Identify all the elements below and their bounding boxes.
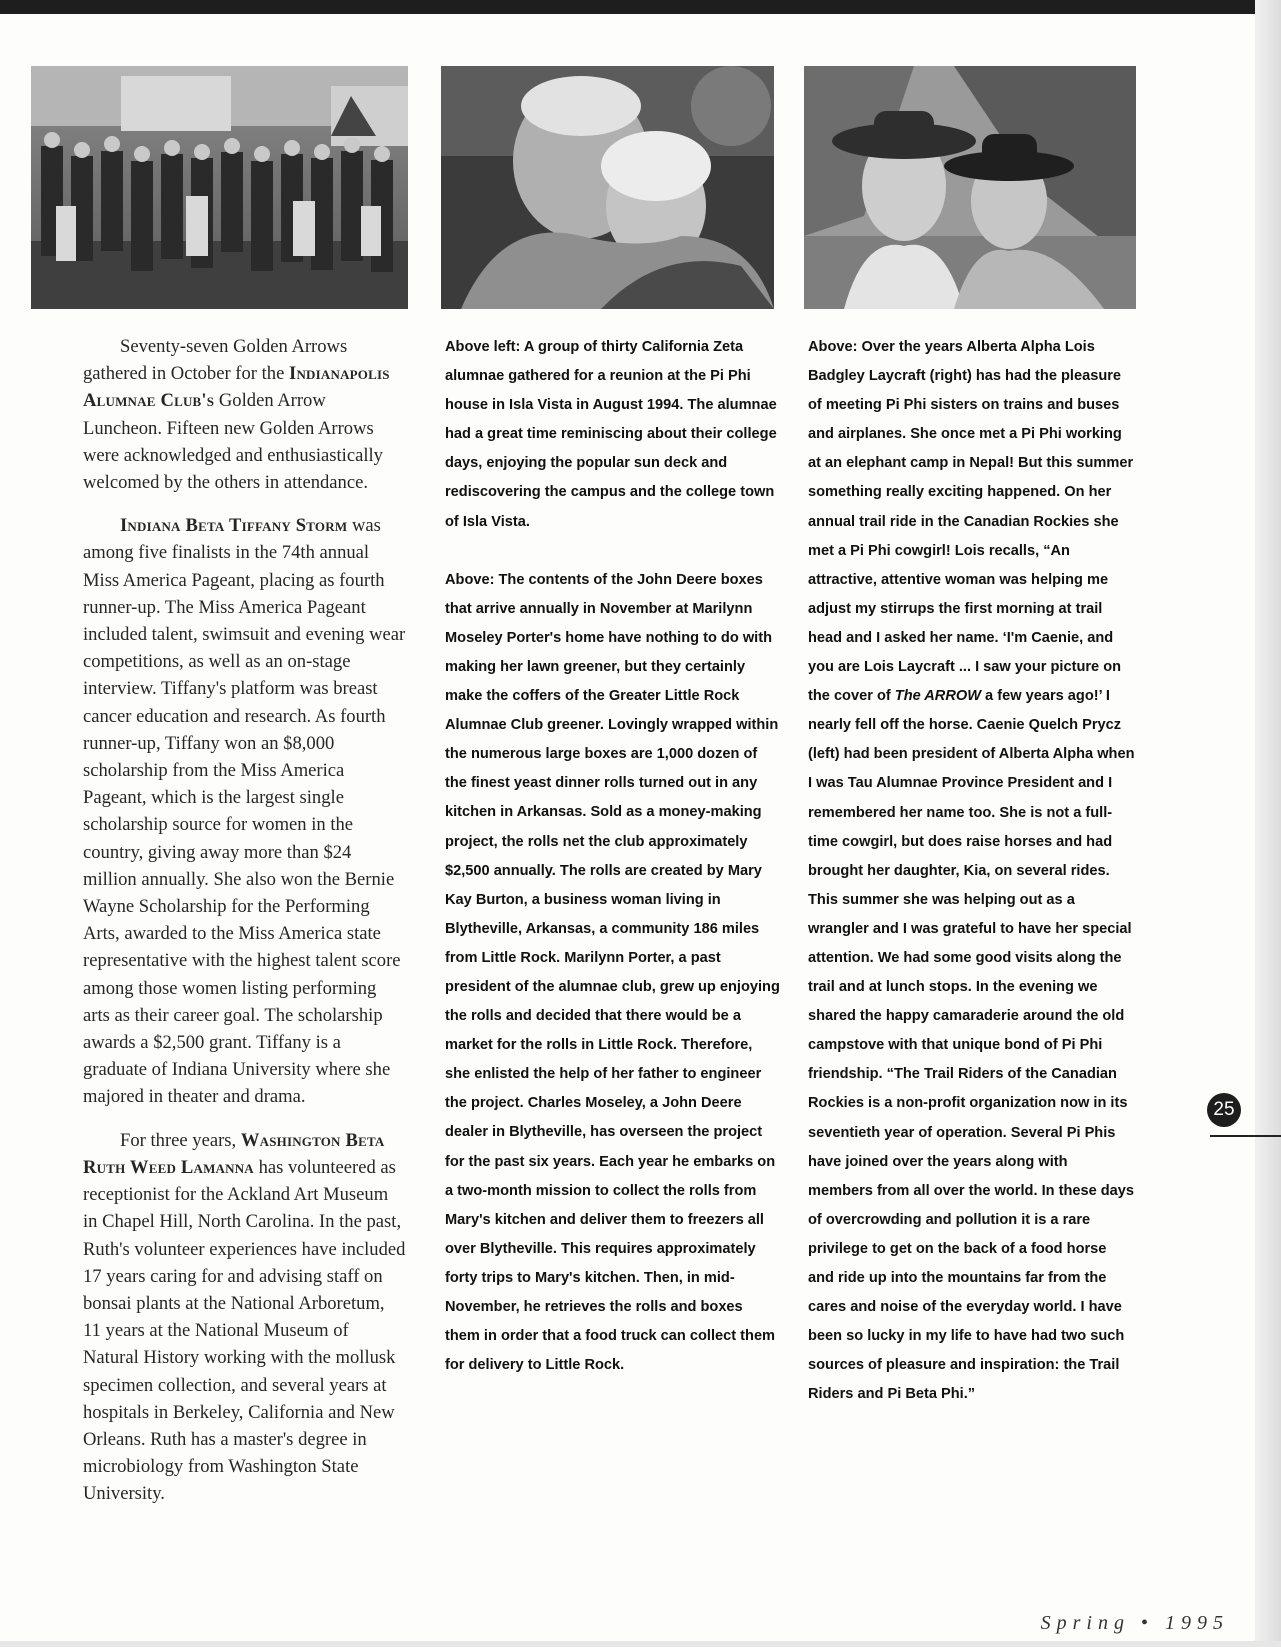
middle-column-captions [445,333,780,1409]
caption-john-deere-rolls: Above: The contents of the John Deere boxes that arrive annually in November at Marilynn Moseley Porter's home have nothing to do with making her lawn greener, but they certainly make the coffers of the Greater Little Rock Alumnae Club greener. Lovingly wrapped within the numerous large boxes are 1,000 dozen of the finest yeast dinner rolls turned out in any kitchen in Arkansas. Sold as a money-making project, the rolls net the club approximately $2,500 annually. The rolls are created by Mary Kay Burton, a business woman living in Blytheville, Arkansas, a community 186 miles from Little Rock. Marilynn Porter, a past president of the alumnae club, grew up enjoying the rolls and decided that there would be a market for the rolls in Little Rock. Therefore, she enlisted the help of her father to engineer the project. Charles Moseley, a John Deere dealer in Blytheville, has overseen the project for the past six years. Each year he embarks on a two-month mission to collect the rolls from Mary's kitchen and deliver them to freezers all over Blytheville. This requires approximately forty trips to Mary's kitchen. Then, in mid-November, he retrieves the rolls and boxes them in order that a food truck can collect them for delivery to Little Rock. [445,571,780,1374]
left-column-text [83,333,406,1524]
scan-edge-right [1255,0,1281,1647]
p2-text: was among five finalists in the 74th annual Miss America Pageant, placing as fourth runner-up. The Miss America Pageant included talent, swimsuit and evening wear competitions, as well as an on-stage interview. Tiffany's platform was breast cancer education and research. As fourth runner-up, Tiffany won an $8,000 scholarship from the Miss America Pageant, which is the largest single scholarship source for women in the country, giving away more than $24 million annually. She also won the Bernie Wayne Scholarship for the Performing Arts, awarded to the Miss America state representative with the highest talent score among those women listing performing arts as their career goal. The scholarship awards a $2,500 grant. Tiffany is a graduate of Indiana University where she majored in theater and drama. [83,515,406,1108]
footer-season: Spring [1040,1612,1130,1634]
p1-text: Seventy-seven Golden Arrows gathered in October for the [83,336,348,385]
caption-california-zeta: Above left: A group of thirty California Zeta alumnae gathered for a reunion at the Pi Phi house in Isla Vista in August 1994. The alumnae had a great time reminiscing about their college days, enjoying the popular sun deck and rediscovering the campus and the college town of Isla Vista. [445,339,777,530]
photo-trail-riders [804,66,1136,309]
p1-text-cont: Golden Arrow Luncheon. Fifteen new Golden Arrows were acknowledged and enthusiastically welcomed by the others in attendance. [83,390,383,494]
issue-footer [1041,1612,1229,1635]
right-column-caption [808,333,1136,1409]
caption-trail-part-a: Above: Over the years Alberta Alpha Lois Badgley Laycraft (right) has had the pleasure of meeting Pi Phi sisters on trains and buses and airplanes. She once met a Pi Phi working at an elephant camp in Nepal! But this summer something really exciting happened. On her annual trail ride in the Canadian Rockies she met a Pi Phi cowgirl! Lois recalls, “An attractive, attentive woman was helping me adjust my stirrups the first morning at trail head and I asked her name. ‘I'm Caenie, and you are Lois Laycraft ... I saw your picture on the cover of [808,339,1134,705]
paragraph-ruth-lamanna [83,1127,406,1508]
photo-alumnae-group [31,66,408,309]
name-indianapolis-club: Indianapolis Alumnae Club's [83,363,390,412]
photo-porter-couple [441,66,774,309]
paragraph-tiffany-storm [83,512,406,1110]
paragraph-indianapolis [83,333,406,496]
scan-edge-bottom [0,1641,1281,1647]
footer-year: 1995 [1165,1612,1229,1634]
p3-text: For three years, [120,1129,237,1151]
p3-text-cont: has volunteered as receptionist for the Ackland Art Museum in Chapel Hill, North Carolina. In the past, Ruth's volunteer experiences have included 17 years caring for and advising staff on bonsai plants at the National Arboretum, 11 years at the National Museum of Natural History working with the mollusk specimen collection, and several years at hospitals in Berkeley, California and New Orleans. Ruth has a master's degree in microbiology from Washington State University. [83,1156,406,1505]
scan-edge-top [0,0,1281,14]
page-number-badge: 25 [1207,1093,1241,1127]
name-tiffany-storm: Indiana Beta Tiffany Storm [120,515,348,537]
caption-arrow-title: The ARROW [894,688,981,705]
footer-bullet: • [1129,1612,1165,1634]
caption-trail-riders [808,333,1136,1409]
name-ruth-lamanna: Washington Beta Ruth Weed Lamanna [83,1129,385,1178]
page-tab-rule [1210,1135,1281,1137]
caption-trail-part-b: a few years ago!’ I nearly fell off the horse. Caenie Quelch Prycz (left) had been president of Alberta Alpha when I was Tau Alumnae Province President and I remembered her name too. She is not a full-time cowgirl, but does raise horses and had brought her daughter, Kia, on several rides. This summer she was helping out as a wrangler and I was grateful to have her special attention. We had some good visits along the trail and at lunch stops. In the evening we shared the happy camaraderie around the old campstove with that unique bond of Pi Phi friendship. “The Trail Riders of the Canadian Rockies is a non-profit organization now in its seventieth year of operation. Several Pi Phis have joined over the years along with members from all over the world. In these days of overcrowding and pollution it is a rare privilege to get on the back of a food horse and ride up into the mountains far from the cares and noise of the everyday world. I have been so lucky in my life to have had two such sources of pleasure and inspiration: the Trail Riders and Pi Beta Phi.” [808,688,1135,1403]
